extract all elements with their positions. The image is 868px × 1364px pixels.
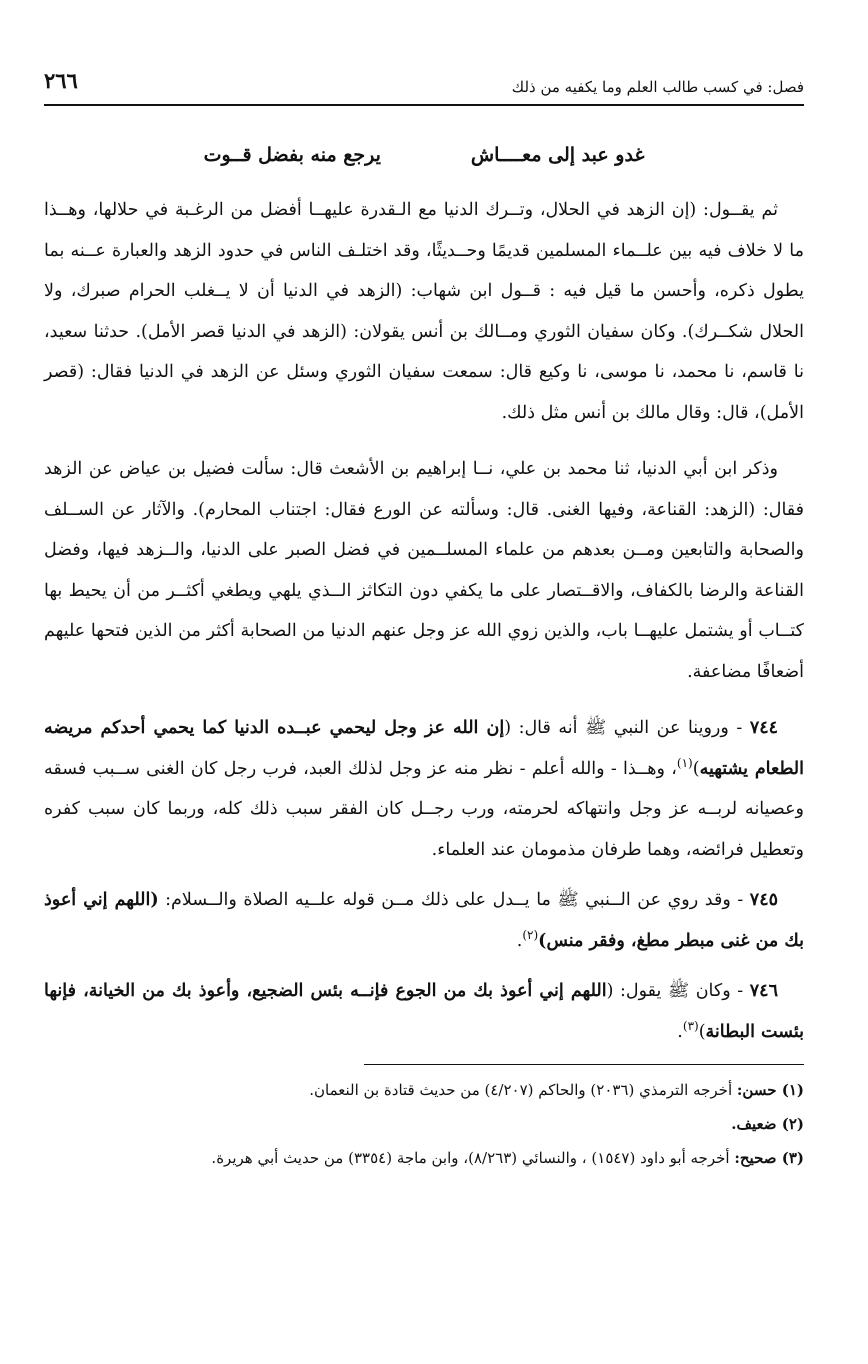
footnote-marker-3[interactable]: (٣)	[682, 1018, 699, 1033]
footnote-text: أخرجه أبو داود (١٥٤٧) ، والنسائي (٨/٢٦٣)، وابن ماجة (٣٣٥٤) من حديث أبي هريرة.	[211, 1149, 735, 1167]
hadith-number: ٧٤٦	[749, 981, 778, 1001]
footnote-marker-1[interactable]: (١)	[676, 755, 693, 770]
footnote-3	[44, 1141, 804, 1175]
footnote-1	[44, 1073, 804, 1107]
hadith-746	[44, 971, 804, 1052]
footnote-marker-2[interactable]: (٢)	[522, 927, 539, 942]
header-rule	[44, 104, 804, 106]
hadith-lead: - وروينا عن النبي ﷺ أنه قال: (	[504, 718, 750, 738]
hadith-end: .	[677, 1021, 683, 1042]
hadith-end: .	[516, 930, 523, 951]
paragraph-zuhd-definition: ثم يقــول: (إن الزهد في الحلال، وتــرك الدنيا مع الـقدرة عليهــا أفضل من الرغـبة في حلالها، وهــذا ما لا خلاف فيه بين علــماء المسلمين قديمًا وحــديثًا، وقد اختلـف الناس في حدود الزهد والعبارة عــنه بما يطول ذكره، وأحسن ما قيل فيه : قــول ابن شهاب: (الزهد في الدنيا أن لا يــغلب الحرام صبرك، ولا الحلال شكــرك). وكان سفيان الثوري ومــالك بن أنس يقولان: (الزهد في الدنيا قصر الأمل). حدثنا سعيد، نا قاسم، نا محمد، نا موسى، نا وكيع قال: سمعت سفيان الثوري وسئل عن الزهد في الدنيا فقال: (قصر الأمل)، قال: وقال مالك بن أنس مثل ذلك.	[44, 200, 804, 423]
verse-hemistich-left: يرجع منه بفضل قــوت	[203, 144, 381, 166]
page-number: ٢٦٦	[44, 68, 78, 93]
hadith-text: اللهم إني أعوذ بك من الجوع فإنــه بئس الضجيع، وأعوذ بك من الخيانة، فإنها بئست البطانة	[44, 981, 804, 1042]
footnote-label: (٢) ضعيف.	[731, 1115, 804, 1133]
hadith-lead: - وقد روي عن الــنبي ﷺ ما يــدل على ذلك مــن قوله علــيه الصلاة والــسلام:	[158, 890, 750, 910]
hadith-lead: - وكان ﷺ يقول: (	[606, 981, 750, 1001]
footnote-2	[44, 1107, 804, 1141]
hadith-commentary: ، وهــذا - والله أعلم - نظر منه عز وجل لذلك العبد، فرب رجل كان الغنى ســبب فسقه وعصيانه لربــه عز وجل وانتهاكه لحرمته، ورب رجــل كان الفقر سبب ذلك كله، وربما كان سبب كفره وتعطيل فرائضه، وهما طرفان مذمومان عند العلماء.	[44, 758, 804, 860]
book-page	[44, 60, 804, 1175]
footnote-separator	[364, 1064, 804, 1065]
hadith-close: )	[698, 1021, 706, 1042]
hadith-number: ٧٤٥	[749, 890, 778, 910]
footnote-label: (٣) صحيح:	[734, 1149, 804, 1167]
hadith-745	[44, 880, 804, 961]
footnotes	[44, 1073, 804, 1175]
poem-verse	[44, 140, 804, 170]
footnote-text: أخرجه الترمذي (٢٠٣٦) والحاكم (٤/٢٠٧) من حديث قتادة بن النعمان.	[309, 1081, 737, 1099]
hadith-text: إن الله عز وجل ليحمي عبــده الدنيا كما يحمي أحدكم مريضه الطعام يشتهيه	[44, 718, 804, 779]
running-title: فصل: في كسب طالب العلم وما يكفيه من ذلك	[511, 78, 804, 96]
hadith-744	[44, 708, 804, 870]
paragraph-ibn-abi-dunya: وذكر ابن أبي الدنيا، ثنا محمد بن علي، نــا إبراهيم بن الأشعث قال: سألت فضيل بن عياض عن الزهد فقال: (الزهد: القناعة، وفيها الغنى. قال: وسألته عن الورع فقال: اجتناب المحارم). والآثار عن الســلف والصحابة والتابعين ومــن بعدهم من علماء المسلــمين في فضل الصبر على الدنيا، والــزهد فيها، وفضل القناعة والرضا بالكفاف، والاقــتصار على ما يكفي دون التكاثز الــذي يلهي ويطغي أكثــر من أن يحيط بها كتــاب أو يشتمل عليهــا باب، والذين زوي الله عز وجل عنهم الدنيا من الصحابة أكثر من الذين فتحها عليهم أضعافًا مضاعفة.	[44, 459, 804, 682]
verse-hemistich-right: غدو عبد إلى معــــاش	[470, 144, 645, 166]
hadith-text: (اللهم إني أعوذ بك من غنى مبطر مطغ، وفقر منس)	[44, 890, 804, 951]
page-header	[44, 60, 804, 100]
hadith-close: )	[692, 758, 700, 779]
hadith-number: ٧٤٤	[749, 718, 779, 738]
footnote-label: (١) حسن:	[736, 1081, 804, 1099]
